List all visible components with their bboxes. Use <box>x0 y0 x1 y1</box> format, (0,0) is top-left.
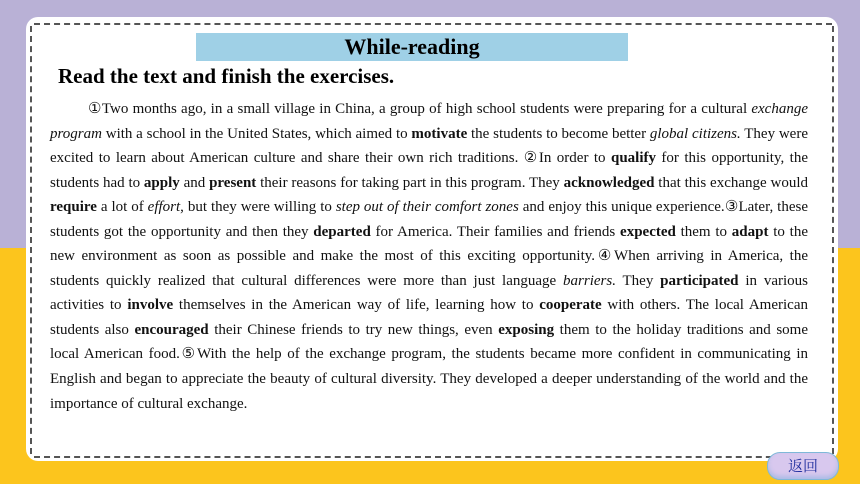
keyword: acknowledged <box>563 174 655 191</box>
keyword: participated <box>660 272 739 289</box>
phrase: effort <box>147 199 181 216</box>
phrase: step out of their comfort zones <box>335 199 519 216</box>
passage-text: and enjoy this unique experience.③Later, these students got the opportunity and then they <box>50 199 808 240</box>
passage-text: in various activities to <box>50 272 808 314</box>
dashed-border-top <box>34 23 832 25</box>
passage-text: and <box>179 174 210 191</box>
passage-text: for this opportunity, the students had to <box>50 150 808 191</box>
passage-text: their reasons for taking part in this program. They <box>256 174 564 191</box>
keyword: cooperate <box>539 297 602 314</box>
passage-text: for America. Their families and friends <box>370 223 621 240</box>
keyword: exposing <box>498 321 555 338</box>
passage-text: the students to become better <box>467 125 650 142</box>
keyword: present <box>209 174 257 191</box>
passage-text: that this exchange would <box>654 174 808 191</box>
keyword: apply <box>143 174 180 191</box>
dashed-border-left <box>30 26 32 454</box>
passage-text: They <box>615 272 661 289</box>
keyword: expected <box>620 223 676 240</box>
passage-text: them to <box>675 223 732 240</box>
passage-text: to the new environment as soon as possible and make the most of this exciting opportunity.④When arriving in America, the students quickly realized that cultural differences were more than just language <box>50 223 809 289</box>
keyword: departed <box>313 223 371 240</box>
phrase: barriers. <box>563 272 616 289</box>
dashed-border-right <box>832 26 834 454</box>
passage-text: their Chinese friends to try new things, even <box>208 321 499 338</box>
passage-text: a lot of <box>96 199 148 216</box>
reading-passage <box>50 97 808 416</box>
passage-text: them to the holiday traditions and some local American food.⑤With the help of the exchange program, the students became more confident in communicating in English and began to appreciate the beauty of cultural diversity. They developed a deeper understanding of the world and the importance of cultural exchange. <box>50 321 808 412</box>
dashed-border-bottom <box>34 456 832 458</box>
keyword: involve <box>127 297 174 314</box>
passage-text: with others. The local American students also <box>50 297 808 338</box>
passage-text: ①Two months ago, in a small village in China, a group of high school students were preparing for a cultural <box>88 101 752 117</box>
back-button[interactable]: 返回 <box>767 452 839 480</box>
section-title: While-reading <box>196 33 628 61</box>
passage-text: themselves in the American way of life, learning how to <box>173 297 540 314</box>
keyword: require <box>50 199 97 216</box>
phrase: global citizens. <box>649 125 741 142</box>
phrase: exchange program <box>50 101 808 142</box>
keyword: qualify <box>610 150 656 167</box>
passage-text: with a school in the United States, which aimed to <box>101 125 412 142</box>
keyword: motivate <box>411 125 468 142</box>
keyword: adapt <box>731 223 769 240</box>
keyword: encouraged <box>134 321 209 338</box>
passage-paragraph <box>50 97 808 416</box>
passage-text: They were excited to learn about American culture and share their own rich traditions. ②In order to <box>50 125 808 167</box>
passage-text: , but they were willing to <box>180 199 336 216</box>
instruction-heading: Read the text and finish the exercises. <box>58 64 395 88</box>
